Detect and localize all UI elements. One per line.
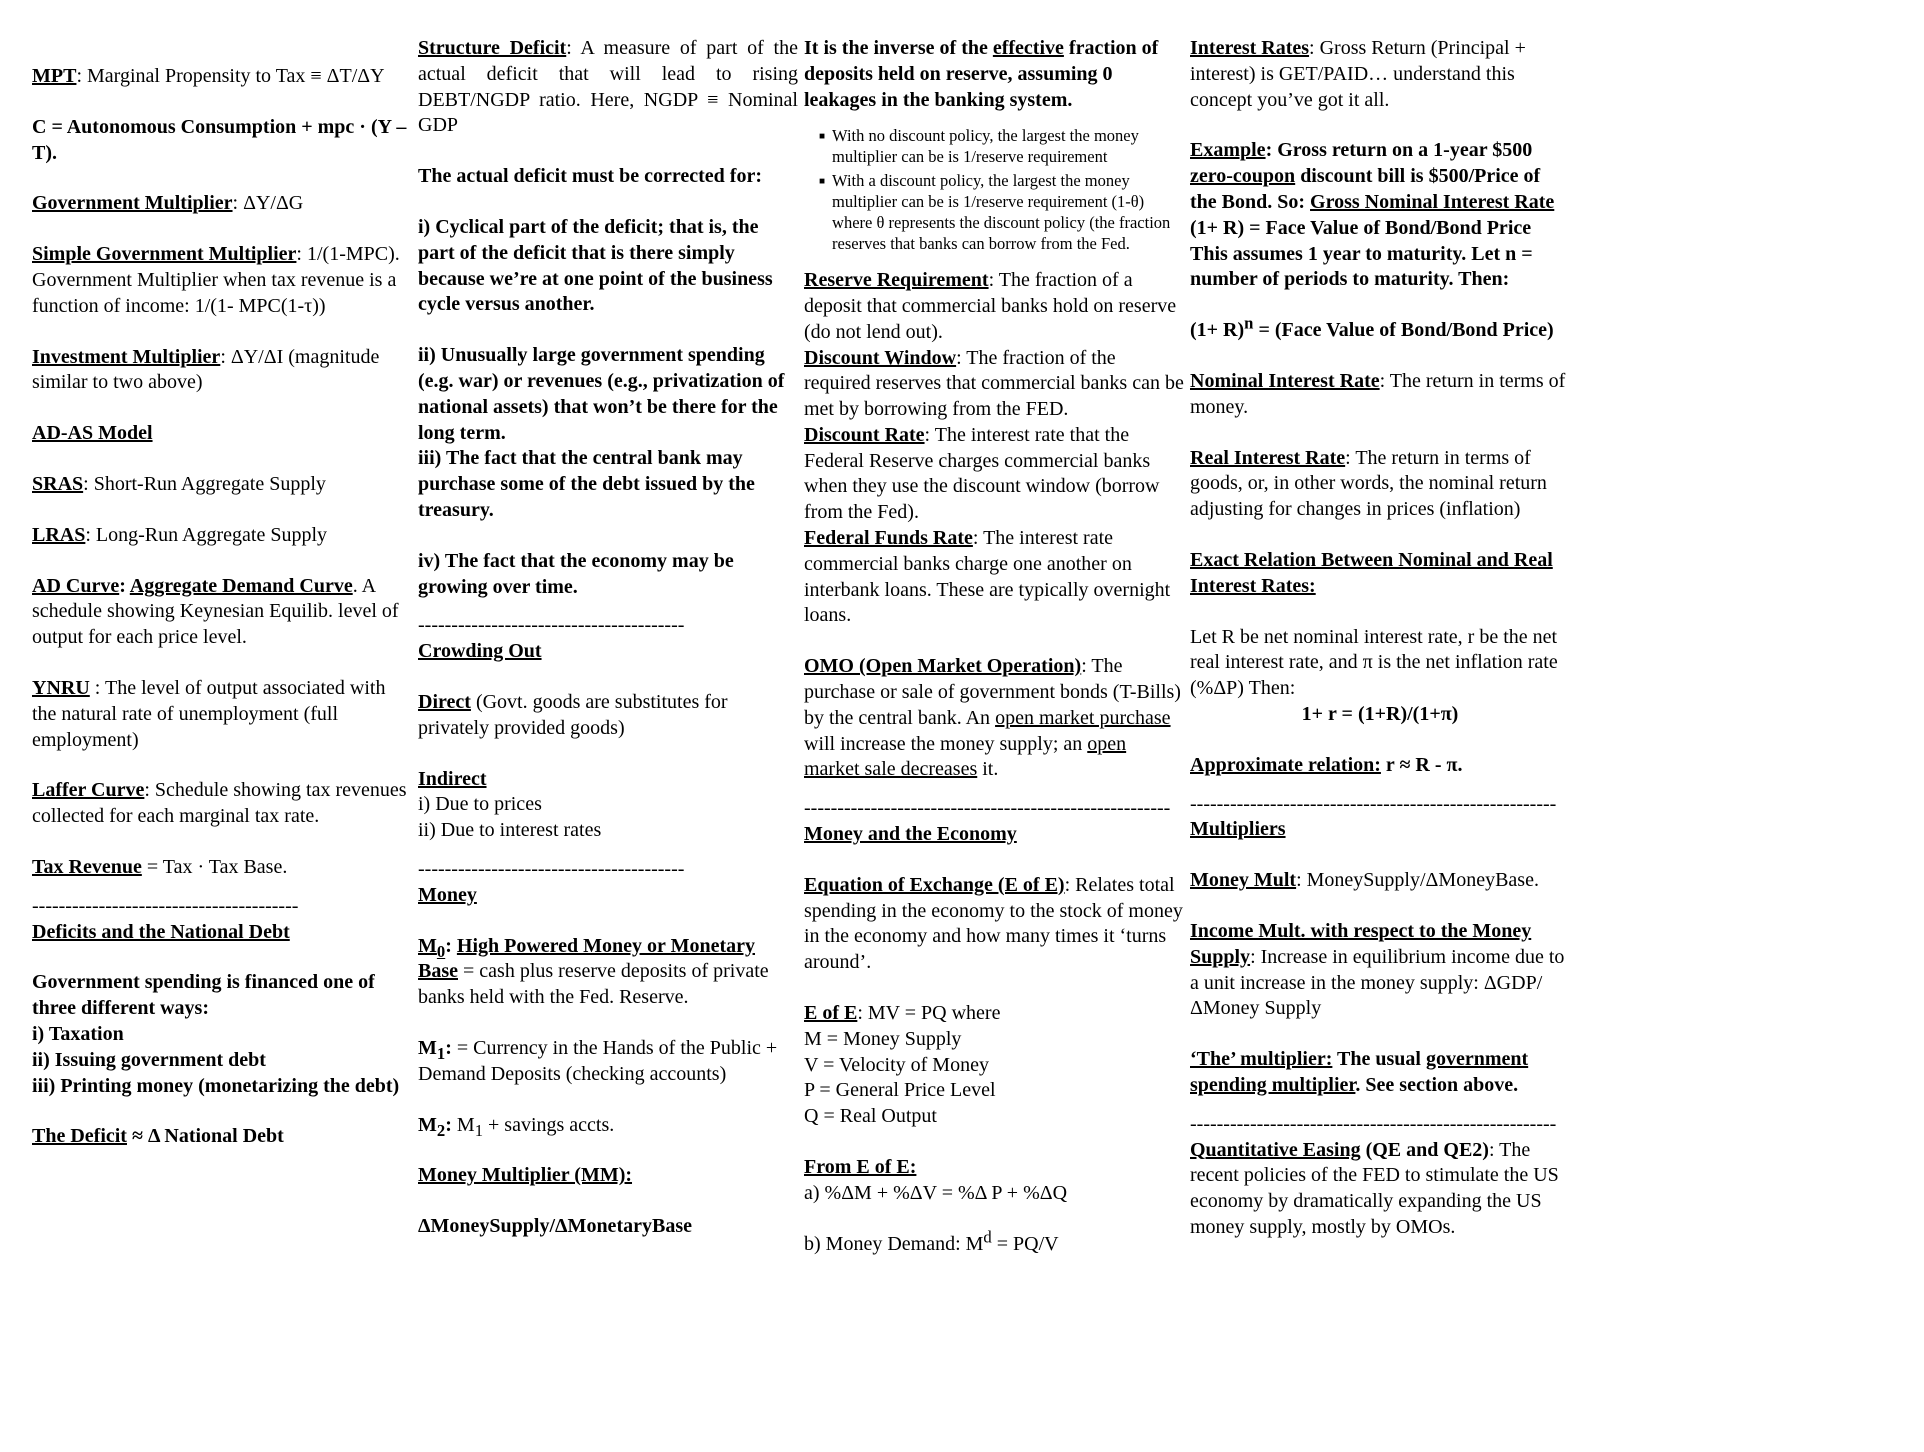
text-run: : The interest rate that the Federal Reserve charges commercial banks when they use the discount window (borrow from the Fed). [804, 423, 1160, 524]
text-run: : MV = PQ where [857, 1002, 1001, 1025]
text-run: will increase the money supply; an [804, 732, 1088, 755]
text-run: Equation of Exchange (E of E) [804, 873, 1065, 896]
text-run: Exact Relation Between Nominal and Real Interest Rates: [1190, 548, 1553, 597]
text-block [1190, 1138, 1570, 1241]
text-run: The usual [1332, 1048, 1426, 1071]
text-block [804, 1027, 1184, 1053]
text-run: M [418, 934, 437, 957]
text-run: The actual deficit must be corrected for: [418, 165, 762, 188]
text-block [418, 343, 798, 446]
text-run: Laffer Curve [32, 779, 145, 802]
text-run: With a discount policy, the largest the money multiplier can be is 1/reserve requirement (1-θ) where θ represents the discount policy (the fraction reserves that banks can borrow from the Fed. [832, 171, 1171, 254]
text-run: 1 [436, 1043, 446, 1063]
text-run: Discount Window [804, 346, 957, 369]
text-run: = Tax · Tax Base. [141, 855, 288, 878]
text-run: The Deficit [32, 1125, 127, 1148]
text-run: : Increase in equilibrium income due to a unit increase in the money supply: ΔGDP/ΔMoney Supply [1190, 945, 1565, 1020]
text-block [1190, 369, 1570, 421]
text-run: Money [418, 883, 477, 906]
text-run: : [445, 1113, 452, 1136]
text-run: r ≈ R - π. [1380, 753, 1463, 776]
text-block [1190, 919, 1570, 1022]
text-run: : The fraction of the required reserves that commercial banks can be met by borrowing from the FED. [804, 346, 1184, 421]
text-run: M [451, 1113, 475, 1136]
text-block [418, 1163, 798, 1189]
text-block [418, 446, 798, 523]
text-block [1190, 753, 1570, 779]
text-block [804, 423, 1184, 526]
text-run: ------------------------------------------------------- [1190, 792, 1557, 815]
text-block [1190, 138, 1570, 215]
text-run: : The level of output associated with the natural rate of unemployment (full employment) [32, 676, 386, 751]
text-run: Money and the Economy [804, 823, 1017, 846]
text-run: ii) Due to interest rates [418, 819, 602, 842]
text-run: Nominal Interest Rate [1190, 369, 1380, 392]
text-run: Gross Nominal Interest Rate [1310, 190, 1555, 213]
text-run: = cash plus reserve deposits of private banks held with the Fed. Reserve. [418, 960, 769, 1009]
divider-line [1190, 792, 1570, 818]
text-block [804, 873, 1184, 976]
column-4 [1190, 36, 1570, 1266]
text-run: : Long-Run Aggregate Supply [85, 523, 327, 546]
text-run: M = Money Supply [804, 1027, 962, 1050]
text-block [1190, 868, 1570, 894]
text-run: iv) The fact that the economy may be growing over time. [418, 549, 734, 598]
bullet-text [832, 126, 1184, 168]
text-run: zero-coupon [1190, 165, 1296, 188]
text-run: Discount Rate [804, 423, 925, 446]
bullet-item [804, 126, 1184, 168]
columns-container [32, 36, 1924, 1282]
text-run: + savings accts. [483, 1113, 615, 1136]
text-block [32, 115, 412, 167]
text-block [804, 1078, 1184, 1104]
text-run: Reserve Requirement [804, 269, 989, 292]
text-run: ---------------------------------------- [418, 857, 685, 880]
text-block [418, 1214, 798, 1240]
text-block [1190, 702, 1570, 728]
text-block [804, 1001, 1184, 1027]
text-block [32, 64, 412, 90]
text-block [418, 215, 798, 318]
text-block [804, 1181, 1184, 1207]
text-block [418, 690, 798, 742]
text-run: ---------------------------------------- [418, 614, 685, 637]
text-block [32, 970, 412, 1022]
text-run: Approximate relation: [1190, 753, 1381, 776]
text-run: Example [1190, 139, 1266, 162]
text-block [804, 1155, 1184, 1181]
text-block [418, 549, 798, 601]
text-run: ------------------------------------------------------- [804, 797, 1171, 820]
text-block [418, 934, 798, 1011]
text-run: : [119, 574, 130, 597]
text-block [32, 676, 412, 753]
text-run: : The return in terms of money. [1190, 369, 1566, 418]
text-run: discount bill is $500/Price of the Bond. So: [1190, 165, 1541, 213]
text-run: : [445, 934, 457, 957]
section-heading [804, 822, 1184, 848]
text-run: : ΔY/ΔG [232, 192, 304, 215]
text-block [32, 523, 412, 549]
text-run: . A schedule showing Keynesian Equilib. level of output for each price level. [32, 574, 399, 649]
text-block [1190, 625, 1570, 702]
text-run: V = Velocity of Money [804, 1053, 989, 1076]
bullet-square-icon: ■ [819, 176, 826, 188]
text-run: Let R be net nominal interest rate, r be the net real interest rate, and π is the net inflation rate (%ΔP) Then: [1190, 625, 1558, 700]
text-block [804, 654, 1184, 783]
column-1 [32, 36, 412, 1175]
text-run: Money Multiplier (MM): [418, 1164, 633, 1187]
text-run: fraction of deposits held on reserve, assuming 0 leakages in the banking system. [804, 37, 1159, 111]
bullet-item [804, 171, 1184, 255]
text-run: (QE and QE2) [1360, 1138, 1489, 1161]
text-run: Deficits and the National Debt [32, 920, 290, 943]
text-run: M [418, 1036, 437, 1059]
text-run: : A measure of part of the actual deficit that will lead to rising DEBT/NGDP ratio. Here, NGDP ≡ Nominal GDP [418, 37, 798, 137]
section-heading [418, 883, 798, 909]
text-run: = PQ/V [991, 1232, 1059, 1255]
text-run: 1 [474, 1120, 484, 1140]
text-run: n [1244, 313, 1254, 333]
text-block [418, 818, 798, 844]
text-block [804, 1226, 1184, 1258]
text-block [804, 1104, 1184, 1130]
text-block [804, 526, 1184, 629]
text-run: : Short-Run Aggregate Supply [83, 472, 326, 495]
text-run: . See section above. [1355, 1073, 1519, 1096]
text-run: ------------------------------------------------------- [1190, 1112, 1557, 1135]
text-run: a) %ΔM + %ΔV = %Δ P + %ΔQ [804, 1181, 1068, 1204]
text-run: : The return in terms of goods, or, in other words, the nominal return adjusting for changes in prices (inflation) [1190, 446, 1547, 521]
text-block [1190, 446, 1570, 523]
text-block [1190, 313, 1570, 344]
text-block [804, 346, 1184, 423]
text-block [1190, 242, 1570, 294]
text-block [1190, 36, 1570, 113]
text-run: Crowding Out [418, 640, 542, 663]
text-block [32, 1048, 412, 1074]
text-run: ≈ Δ National Debt [126, 1125, 284, 1148]
text-block [804, 1053, 1184, 1079]
text-run: : Marginal Propensity to Tax ≡ ΔT/ΔY [76, 65, 385, 87]
text-run: ‘The’ multiplier: [1190, 1048, 1333, 1071]
text-run: Money Mult [1190, 869, 1297, 892]
section-heading [1190, 817, 1570, 843]
text-run: Tax Revenue [32, 855, 142, 878]
text-run: ii) Unusually large government spending (e.g. war) or revenues (e.g., privatization of national assets) that won’t be there for the long term. [418, 344, 785, 444]
text-run: open market purchase [995, 706, 1171, 729]
text-run: : ΔY/ΔI (magnitude similar to two above) [32, 345, 380, 394]
text-run: 2 [436, 1120, 446, 1140]
text-run: i) Due to prices [418, 793, 542, 816]
text-block [1190, 216, 1570, 242]
section-heading [418, 639, 798, 665]
text-block [1190, 548, 1570, 600]
text-block [804, 36, 1184, 113]
text-run: Investment Multiplier [32, 345, 221, 368]
text-run: = Currency in the Hands of the Public + Demand Deposits (checking accounts) [418, 1036, 778, 1085]
text-run: : Gross return on a 1-year $500 [1265, 139, 1533, 162]
text-block [32, 242, 412, 319]
text-block [418, 36, 798, 139]
text-run: AD Curve [32, 574, 120, 597]
text-run: High Powered Money or Monetary Base [418, 934, 755, 983]
bullet-text [832, 171, 1184, 255]
divider-line [418, 857, 798, 883]
text-run: Government Multiplier [32, 192, 233, 215]
text-block [418, 164, 798, 190]
text-run: ---------------------------------------- [32, 894, 299, 917]
text-run: Q = Real Output [804, 1105, 937, 1128]
text-run: government spending multiplier [1190, 1048, 1529, 1096]
text-run: (1+ R) [1190, 319, 1245, 342]
text-block [32, 1074, 412, 1100]
text-block [418, 1036, 798, 1088]
text-run: P = General Price Level [804, 1079, 996, 1102]
text-run: C = Autonomous Consumption + mpc · (Y – T). [32, 115, 407, 164]
text-run: This assumes 1 year to maturity. Let n = number of periods to maturity. Then: [1190, 242, 1533, 291]
text-run: MPT [32, 65, 77, 87]
text-block [32, 345, 412, 397]
text-run: Multipliers [1190, 818, 1286, 841]
text-run: : The recent policies of the FED to stimulate the US economy by dramatically expanding the US money supply, mostly by OMOs. [1190, 1138, 1559, 1238]
text-run: open market sale decreases [804, 732, 1127, 781]
text-run: Direct [418, 690, 471, 713]
bullet-square-icon: ■ [819, 131, 826, 143]
column-3 [804, 36, 1184, 1282]
text-run: Quantitative Easing [1190, 1138, 1361, 1161]
text-run: d [983, 1226, 992, 1246]
text-run: = (Face Value of Bond/Bond Price) [1253, 319, 1554, 342]
column-2 [418, 36, 798, 1265]
text-run: : The purchase or sale of government bonds (T-Bills) by the central bank. An [804, 655, 1181, 729]
text-run: SRAS [32, 472, 84, 495]
text-run: : The fraction of a deposit that commercial banks hold on reserve (do not lend out). [804, 269, 1177, 343]
divider-line [1190, 1112, 1570, 1138]
text-block [804, 268, 1184, 345]
text-block [418, 1113, 798, 1139]
text-run: : Relates total spending in the economy to the stock of money in the economy and how many times it ‘turns around’. [804, 873, 1183, 974]
text-block [32, 574, 412, 651]
text-run: : Gross Return (Principal + interest) is GET/PAID… understand this concept you’ve got it all. [1190, 37, 1526, 111]
text-run: LRAS [32, 523, 86, 546]
text-run: Federal Funds Rate [804, 527, 973, 550]
text-block [32, 191, 412, 217]
section-heading [32, 920, 412, 946]
text-run: : MoneySupply/ΔMoneyBase. [1296, 869, 1539, 892]
text-run: Real Interest Rate [1190, 446, 1346, 469]
text-run: 0 [436, 941, 446, 961]
text-run: YNRU [32, 676, 90, 699]
text-run: Income Mult. with respect to the Money Supply [1190, 919, 1532, 968]
text-run: With no discount policy, the largest the money multiplier can be is 1/reserve requirement [832, 126, 1139, 167]
text-block [32, 855, 412, 881]
text-run: b) Money Demand: M [804, 1232, 984, 1255]
text-run: i) Taxation [32, 1022, 124, 1045]
text-run: Interest Rates [1190, 37, 1310, 59]
text-run: OMO (Open Market Operation) [804, 655, 1082, 678]
text-run: : 1/(1-MPC). Government Multiplier when tax revenue is a function of income: 1/(1- MPC(1-τ)) [32, 243, 400, 317]
text-run: From E of E: [804, 1156, 917, 1179]
text-run: : Schedule showing tax revenues collected for each marginal tax rate. [32, 779, 407, 828]
text-run: : The interest rate commercial banks charge one another on interbank loans. These are typically overnight loans. [804, 527, 1171, 627]
text-block [418, 767, 798, 793]
text-block [32, 472, 412, 498]
text-run: effective [992, 37, 1064, 59]
text-run: (1+ R) = Face Value of Bond/Bond Price [1190, 216, 1532, 239]
text-run: Simple Government Multiplier [32, 243, 297, 266]
text-run: ΔMoneySupply/ΔMonetaryBase [418, 1215, 692, 1238]
text-run: AD-AS Model [32, 422, 153, 445]
text-run: (Govt. goods are substitutes for privately provided goods) [418, 690, 728, 739]
text-run: 1+ r = (1+R)/(1+π) [1301, 702, 1459, 725]
text-run: It is the inverse of the [804, 37, 993, 59]
text-run: M [418, 1113, 437, 1136]
divider-line [32, 894, 412, 920]
divider-line [804, 796, 1184, 822]
text-run: E of E [804, 1002, 858, 1025]
section-heading [32, 421, 412, 447]
text-run: i) Cyclical part of the deficit; that is, the part of the deficit that is there simply because we’re at one point of the business cycle versus another. [418, 215, 773, 316]
text-run: Structure Deficit [418, 37, 567, 59]
text-block [32, 1022, 412, 1048]
text-block [32, 1124, 412, 1150]
text-block [418, 792, 798, 818]
divider-line [418, 613, 798, 639]
text-run: Indirect [418, 767, 487, 790]
text-run: iii) Printing money (monetarizing the debt) [32, 1074, 400, 1097]
text-run: it. [977, 758, 999, 781]
text-run: : [445, 1036, 452, 1059]
text-run: Aggregate Demand Curve [129, 574, 353, 597]
text-block [1190, 1047, 1570, 1099]
text-run: Government spending is financed one of three different ways: [32, 971, 375, 1020]
text-run: iii) The fact that the central bank may purchase some of the debt issued by the treasury. [418, 447, 755, 521]
text-block [32, 778, 412, 830]
text-run: ii) Issuing government debt [32, 1048, 266, 1071]
